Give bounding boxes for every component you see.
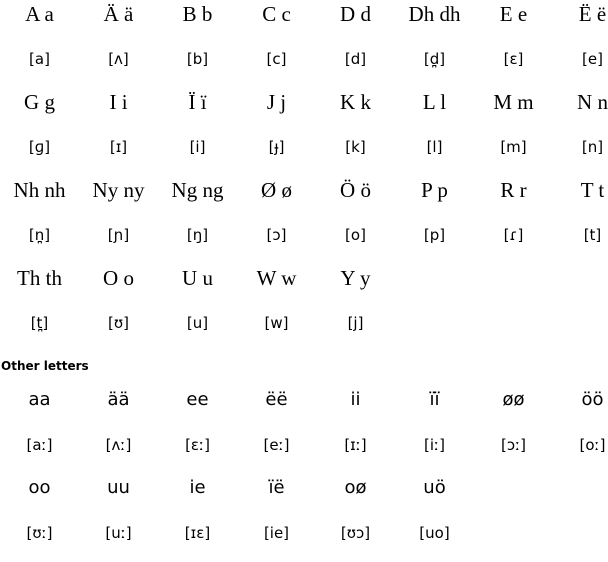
- alphabet-ipa: [l]: [426, 138, 443, 156]
- other-letter: ie: [189, 477, 206, 498]
- alphabet-ipa: [ʊ]: [108, 314, 129, 332]
- alphabet-letter: Th th: [17, 266, 62, 290]
- other-letters-heading: Other letters: [1, 359, 89, 373]
- alphabet-letter: B b: [182, 2, 213, 26]
- alphabet-letter: N n: [577, 90, 608, 114]
- alphabet-letter: J j: [266, 90, 287, 114]
- other-letter: ïï: [429, 389, 440, 410]
- alphabet-letter: K k: [340, 90, 371, 114]
- other-ipa: [iː]: [424, 436, 445, 454]
- other-letter: [474, 474, 553, 518]
- alphabet-ipa: [t]: [583, 226, 602, 244]
- alphabet-letter: M m: [493, 90, 534, 114]
- other-ipa: [ɔː]: [501, 436, 526, 454]
- alphabet-ipa: [i]: [189, 138, 206, 156]
- alphabet-letter: G g: [24, 90, 55, 114]
- other-ipa: [474, 518, 553, 562]
- other-ipa: [aː]: [26, 436, 53, 454]
- alphabet-ipa: [d̪]: [423, 50, 446, 68]
- alphabet-ipa: [ʌ]: [108, 50, 129, 68]
- other-letter: ii: [350, 389, 361, 410]
- other-letter: [553, 474, 608, 518]
- alphabet-letter: Ä ä: [103, 2, 134, 26]
- alphabet-letter: W w: [256, 266, 297, 290]
- alphabet-ipa: [ɡ]: [28, 138, 51, 156]
- alphabet-letter: D d: [340, 2, 371, 26]
- alphabet-ipa: [ɛ]: [503, 50, 524, 68]
- other-ipa: [ɛː]: [185, 436, 210, 454]
- alphabet-ipa: [n]: [581, 138, 604, 156]
- alphabet-ipa: [w]: [264, 314, 289, 332]
- alphabet-letter: Ny ny: [92, 178, 145, 202]
- alphabet-letter: [395, 264, 474, 308]
- alphabet-letter: R r: [500, 178, 527, 202]
- other-ipa: [ʊː]: [26, 524, 53, 542]
- other-letters-table: [0, 386, 608, 562]
- other-letter: ïë: [268, 477, 285, 498]
- alphabet-ipa: [b]: [186, 50, 209, 68]
- alphabet-letter: E e: [499, 2, 528, 26]
- alphabet-letter: Ö ö: [340, 178, 371, 202]
- alphabet-ipa: [u]: [186, 314, 209, 332]
- other-letter: uö: [423, 477, 446, 498]
- alphabet-ipa: [a]: [29, 50, 50, 68]
- alphabet-ipa: [t̪]: [30, 314, 49, 332]
- alphabet-ipa: [474, 308, 553, 352]
- alphabet-letter: A a: [25, 2, 54, 26]
- alphabet-letter: Ë ë: [578, 2, 607, 26]
- alphabet-letter: T t: [580, 178, 605, 202]
- alphabet-letter: P p: [421, 178, 448, 202]
- alphabet-ipa: [o]: [345, 226, 366, 244]
- alphabet-letter: [474, 264, 553, 308]
- other-ipa: [ie]: [263, 524, 290, 542]
- alphabet-letter: I i: [109, 90, 128, 114]
- alphabet-letter: Ï ï: [188, 90, 207, 114]
- alphabet-letter: Ng ng: [171, 178, 224, 202]
- alphabet-ipa: [ɔ]: [266, 226, 287, 244]
- alphabet-letter: Nh nh: [13, 178, 66, 202]
- other-ipa: [ɪɛ]: [184, 524, 211, 542]
- other-ipa: [ʌː]: [105, 436, 132, 454]
- other-ipa: [oː]: [579, 436, 606, 454]
- alphabet-ipa: [k]: [345, 138, 366, 156]
- alphabet-ipa: [m]: [500, 138, 527, 156]
- other-letter: oø: [344, 477, 367, 498]
- other-ipa: [553, 518, 608, 562]
- other-letter: ää: [107, 389, 130, 410]
- alphabet-letter: Dh dh: [408, 2, 461, 26]
- alphabet-ipa: [c]: [266, 50, 287, 68]
- alphabet-ipa: [e]: [582, 50, 603, 68]
- other-letter: oo: [28, 477, 51, 498]
- alphabet-letter: U u: [182, 266, 213, 290]
- alphabet-letter: [553, 264, 608, 308]
- alphabet-ipa: [n̪]: [28, 226, 51, 244]
- other-ipa: [uː]: [105, 524, 132, 542]
- other-letter: ee: [186, 389, 209, 410]
- alphabet-ipa: [j]: [347, 314, 364, 332]
- alphabet-letter: Y y: [340, 266, 371, 290]
- other-letter: uu: [107, 477, 130, 498]
- alphabet-ipa: [ɾ]: [503, 226, 524, 244]
- alphabet-ipa: [p]: [423, 226, 446, 244]
- alphabet-letter: C c: [262, 2, 291, 26]
- alphabet-ipa: [553, 308, 608, 352]
- other-letter: öö: [581, 389, 604, 410]
- alphabet-ipa: [ɟ]: [268, 138, 285, 156]
- alphabet-letter: O o: [103, 266, 134, 290]
- other-ipa: [ɪː]: [344, 436, 367, 454]
- alphabet-ipa: [395, 308, 474, 352]
- other-ipa: [ʊɔ]: [340, 524, 371, 542]
- alphabet-ipa: [ɪ]: [109, 138, 128, 156]
- other-ipa: [uo]: [419, 524, 450, 542]
- other-ipa: [eː]: [263, 436, 290, 454]
- other-letter: ëë: [265, 389, 288, 410]
- other-letter: øø: [502, 389, 525, 410]
- alphabet-ipa: [d]: [344, 50, 367, 68]
- alphabet-letter: Ø ø: [261, 178, 292, 202]
- alphabet-letter: L l: [422, 90, 447, 114]
- alphabet-ipa: [ŋ]: [186, 226, 209, 244]
- other-letter: aa: [28, 389, 51, 410]
- alphabet-ipa: [ɲ]: [107, 226, 130, 244]
